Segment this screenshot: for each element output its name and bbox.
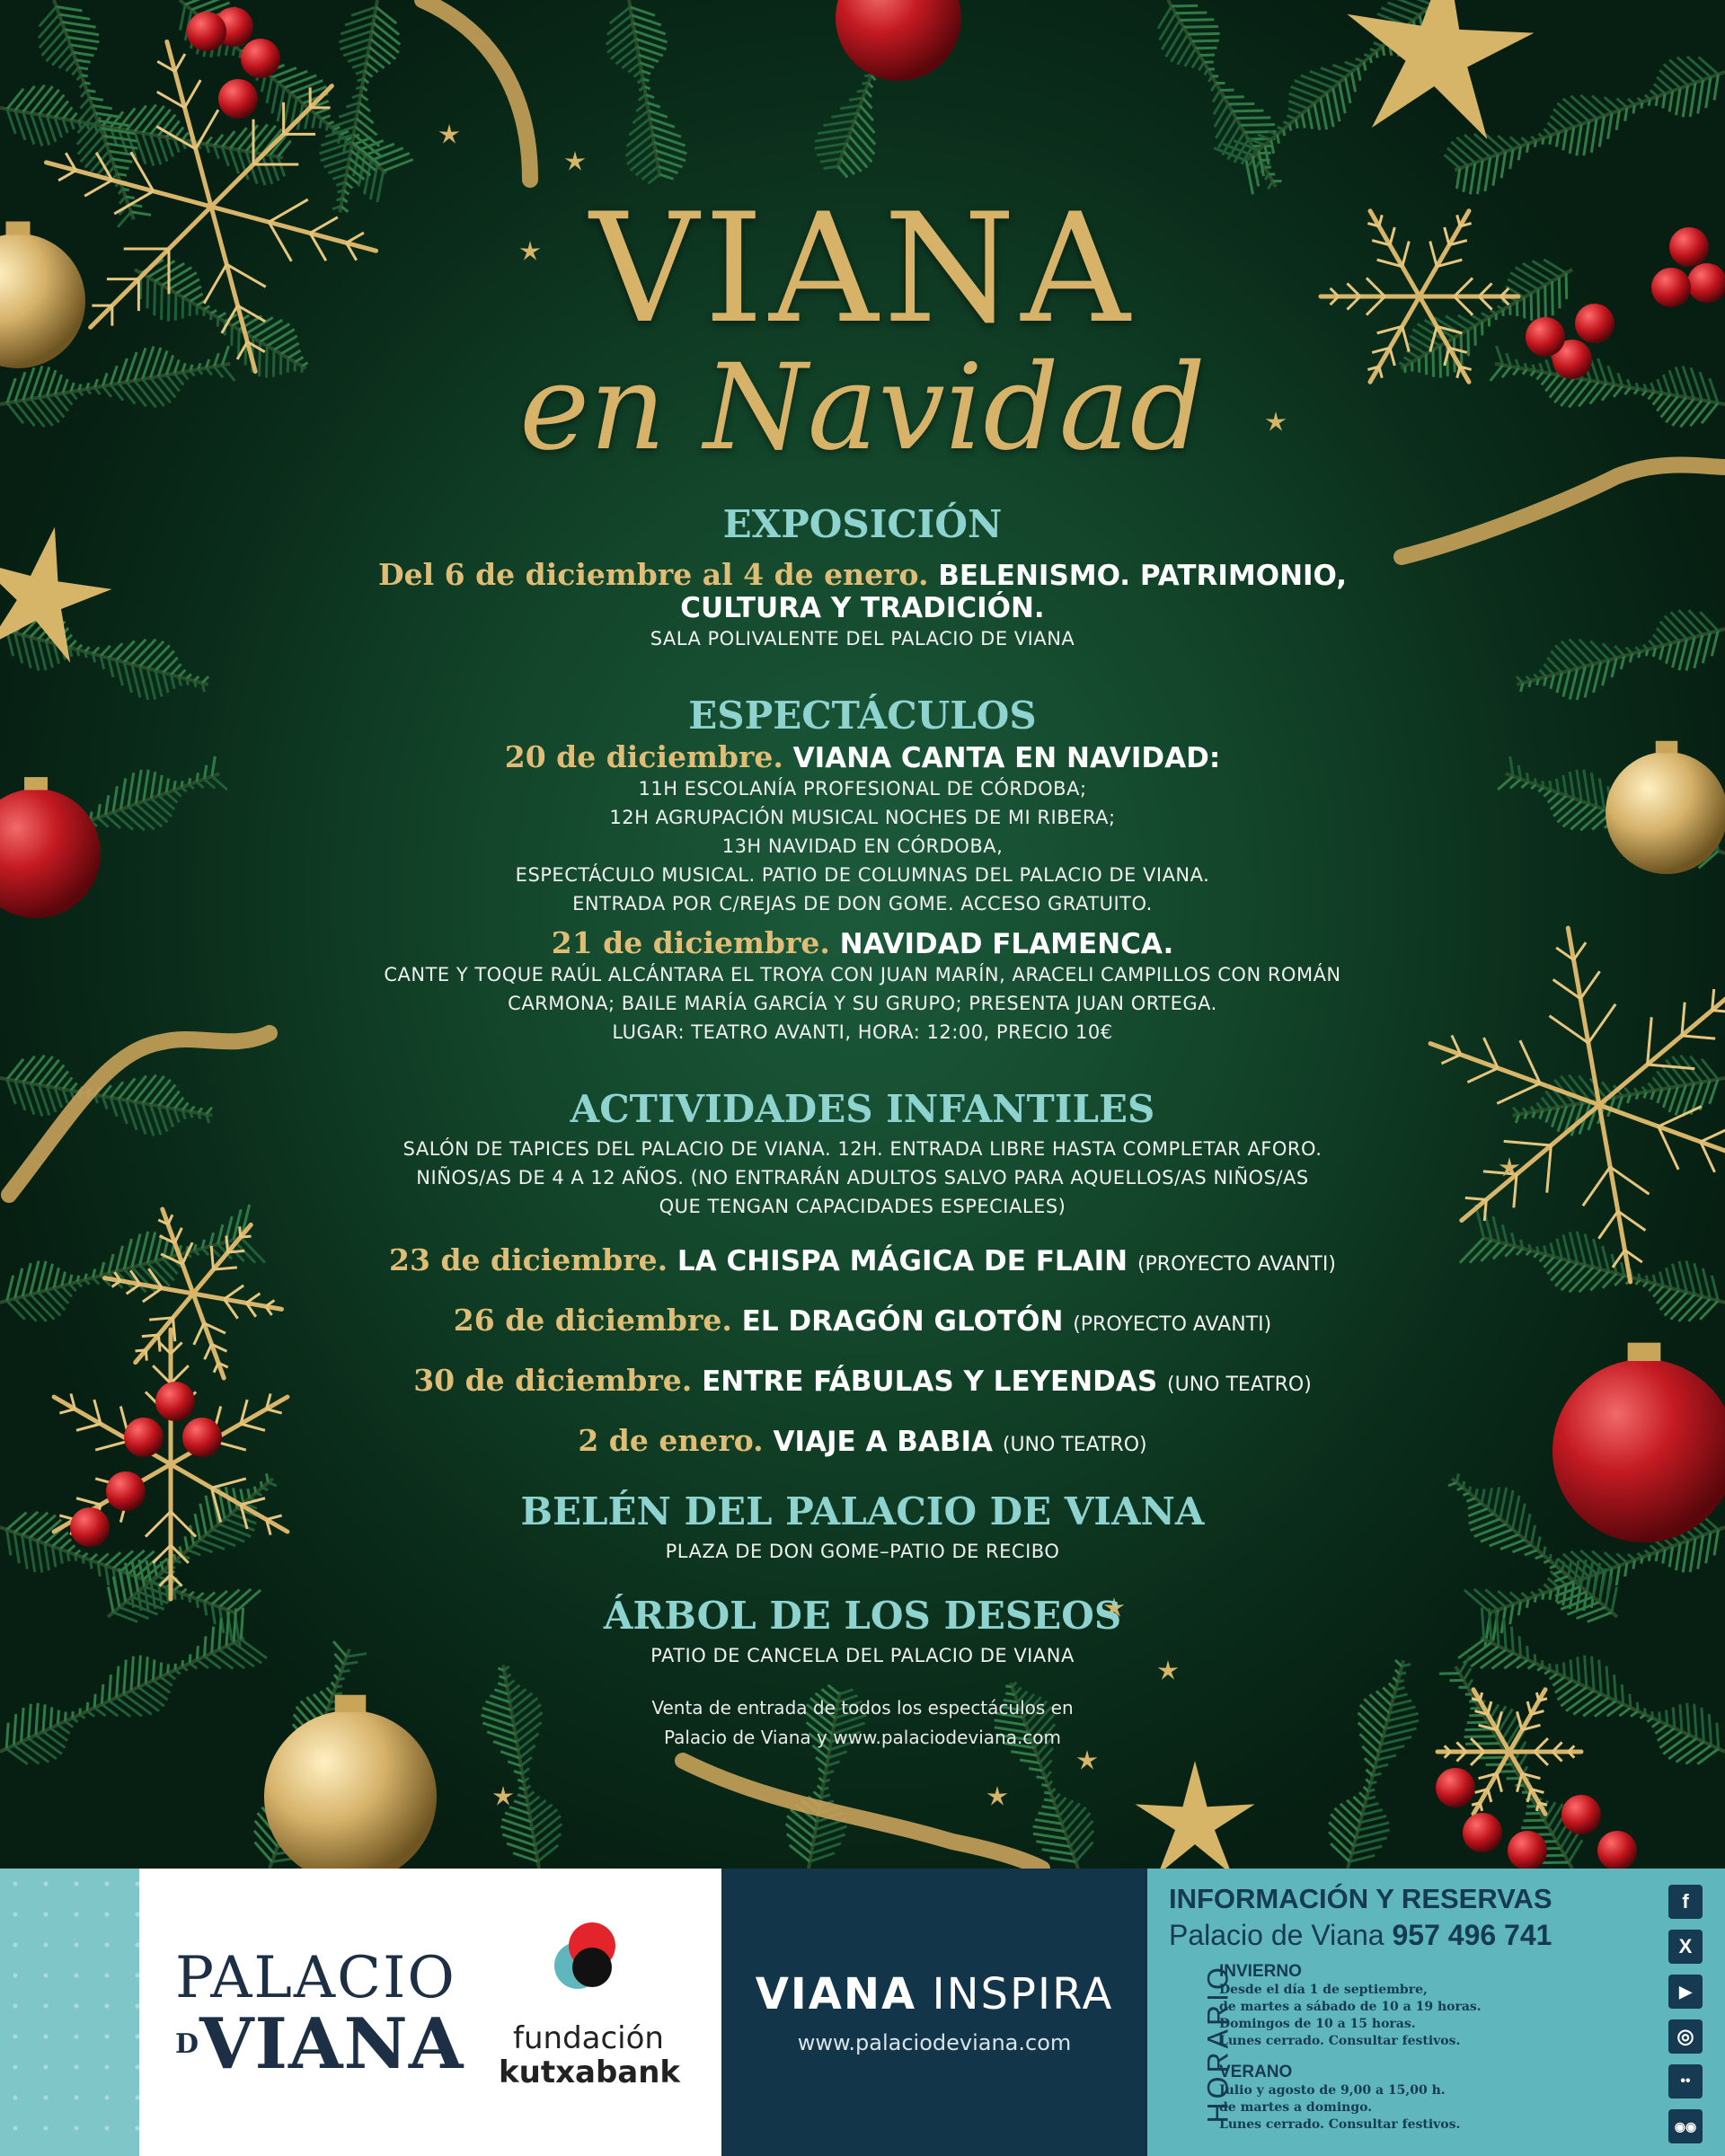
pine-branch (1440, 43, 1725, 200)
verano-line: de martes a domingo. (1219, 2100, 1373, 2115)
logo-d-text: D (175, 2028, 200, 2060)
footer-pattern (0, 1869, 139, 2156)
infantiles-heading: ACTIVIDADES INFANTILES (570, 1087, 1155, 1131)
holly-berry-icon (124, 1418, 164, 1457)
phone-label: Palacio de Viana (1169, 1919, 1384, 1951)
pine-branch (1460, 1205, 1725, 1332)
event-1-date: 20 de diciembre. (504, 739, 783, 774)
activity-note: (UNO TEATRO) (1167, 1374, 1312, 1396)
fundacion-text: fundación (513, 2020, 664, 2056)
sponsor-panel (139, 1869, 721, 2156)
exposicion-title-1: BELENISMO. PATRIMONIO, (938, 560, 1348, 592)
gold-bauble-icon (1606, 752, 1725, 874)
brand-light-text: INSPIRA (932, 1969, 1114, 2019)
tripadvisor-icon[interactable]: ◉◉ (1668, 2109, 1703, 2143)
gold-ribbon (422, 0, 530, 180)
activity-title: ENTRE FÁBULAS Y LEYENDAS (702, 1365, 1158, 1398)
star-icon (1135, 1761, 1254, 1869)
venta-note (323, 1693, 1402, 1753)
exposicion-date: Del 6 de diciembre al 4 de enero. (377, 557, 929, 592)
pine-branch (1508, 1048, 1725, 1145)
brand-panel (721, 1869, 1147, 2156)
red-bauble-icon (836, 0, 961, 81)
kutxabank-text: kutxabank (499, 2054, 681, 2090)
fundacion-kutxabank-logo-icon (540, 1913, 630, 2003)
exposicion-line (323, 559, 1402, 592)
infantiles-detail: QUE TENGAN CAPACIDADES ESPECIALES) (659, 1196, 1066, 1217)
activity-date: 2 de enero. (578, 1423, 764, 1458)
star-icon (1077, 1750, 1098, 1770)
espectaculos-heading: ESPECTÁCULOS (688, 694, 1037, 738)
venta-line-2: Palacio de Viana y www.palaciodeviana.com (663, 1727, 1062, 1748)
bauble-cap (24, 777, 48, 790)
activity-title: VIAJE A BABIA (773, 1426, 994, 1458)
holly-berry-icon (1597, 1831, 1637, 1869)
infantiles-detail: NIÑOS/AS DE 4 A 12 AÑOS. (NO ENTRARÁN ADULTOS SALVO PARA AQUELLOS/AS NIÑOS/AS (416, 1167, 1309, 1188)
red-bauble-icon (0, 789, 101, 918)
verano-heading: VERANO (1219, 2063, 1293, 2081)
pine-branch (599, 0, 691, 187)
holly-berry-icon (187, 12, 226, 51)
activity-title: EL DRAGÓN GLOTÓN (741, 1305, 1064, 1338)
event-1-detail: 13H NAVIDAD EN CÓRDOBA, (721, 835, 1004, 857)
snowflake-icon (90, 1193, 296, 1394)
star-icon (493, 1786, 514, 1806)
star-icon (1347, 0, 1534, 139)
venta-line-1: Venta de entrada de todos los espectáculos en (651, 1697, 1074, 1719)
holly-berry-icon (1436, 1768, 1475, 1807)
star-icon (565, 151, 586, 171)
event-1-line (323, 741, 1402, 774)
holly-berry-icon (182, 1418, 222, 1457)
program-section (323, 499, 1402, 1753)
horario-label: HORARIO (1201, 1964, 1234, 2124)
phone-number[interactable]: 957 496 741 (1392, 1919, 1552, 1951)
belen-location: PLAZA DE DON GOME–PATIO DE RECIBO (665, 1541, 1060, 1562)
arbol-heading: ÁRBOL DE LOS DESEOS (603, 1594, 1122, 1638)
holly-berry-icon (1508, 1831, 1547, 1869)
invierno-line: Domingos de 10 a 15 horas. (1219, 2017, 1416, 2031)
belen-heading: BELÉN DEL PALACIO DE VIANA (520, 1489, 1205, 1533)
activity-item (323, 1244, 1402, 1281)
holly-berry-icon (218, 79, 258, 119)
invierno-line: de martes a sábado de 10 a 19 horas. (1219, 2000, 1482, 2014)
brand-bold-text: VIANA (755, 1969, 917, 2019)
invierno-line: Desde el día 1 de septiembre, (1219, 1983, 1428, 1997)
info-panel (1147, 1869, 1725, 2156)
exposicion-location: SALA POLIVALENTE DEL PALACIO DE VIANA (650, 628, 1075, 649)
exposicion-title-2: CULTURA Y TRADICIÓN. (680, 592, 1045, 624)
activity-item (323, 1304, 1402, 1341)
facebook-icon[interactable]: f (1668, 1885, 1703, 1919)
fundacion-kutxabank-logo[interactable] (499, 2020, 681, 2090)
star-icon (439, 124, 460, 144)
flickr-icon[interactable]: •• (1668, 2064, 1703, 2099)
event-2-date: 21 de diciembre. (551, 925, 830, 960)
event-1-detail: 11H ESCOLANÍA PROFESIONAL DE CÓRDOBA; (638, 778, 1087, 800)
activity-date: 30 de diciembre. (413, 1363, 693, 1398)
activity-date: 23 de diciembre. (389, 1242, 668, 1277)
event-2-detail: CANTE Y TOQUE RAÚL ALCÁNTARA EL TROYA CON JUAN MARÍN, ARACELI CAMPILLOS CON ROMÁN (384, 964, 1341, 985)
event-1-detail: 12H AGRUPACIÓN MUSICAL NOCHES DE MI RIBERA; (609, 807, 1116, 828)
holly-berry-icon (241, 39, 280, 78)
gold-ribbon (1402, 465, 1725, 558)
holly-berry-icon (1561, 1795, 1601, 1834)
infantiles-detail: SALÓN DE TAPICES DEL PALACIO DE VIANA. 12H. ENTRADA LIBRE HASTA COMPLETAR AFORO. (402, 1138, 1322, 1160)
instagram-icon[interactable]: ◎ (1668, 2019, 1703, 2054)
activity-note: (UNO TEATRO) (1002, 1434, 1147, 1456)
event-1-detail: ESPECTÁCULO MUSICAL. PATIO DE COLUMNAS DEL PALACIO DE VIANA. (515, 864, 1210, 886)
pine-branch (1508, 599, 1725, 713)
palacio-de-viana-logo[interactable] (175, 1945, 481, 2085)
activity-title: LA CHISPA MÁGICA DE FLAIN (677, 1245, 1128, 1277)
holly-berry-icon (106, 1471, 146, 1511)
activity-date: 26 de diciembre. (453, 1303, 732, 1338)
holly-berry-icon (1463, 1813, 1502, 1852)
activity-item (323, 1365, 1402, 1401)
activity-note: (PROYECTO AVANTI) (1073, 1313, 1272, 1336)
pine-branch (0, 1605, 268, 1780)
holly-berry-icon (155, 1382, 195, 1421)
footer (0, 1869, 1725, 2156)
star-icon (987, 1786, 1008, 1806)
verano-schedule (1219, 2063, 1489, 2134)
event-2-line (323, 927, 1402, 960)
event-2-title: NAVIDAD FLAMENCA. (839, 928, 1174, 960)
holly-berry-icon (70, 1507, 110, 1547)
invierno-heading: INVIERNO (1219, 1962, 1302, 1981)
poster-title: VIANA (589, 181, 1136, 357)
gold-ribbon (683, 1761, 1042, 1869)
exposicion-heading: EXPOSICIÓN (722, 502, 1003, 546)
invierno-line: Lunes cerrado. Consultar festivos. (1219, 2034, 1461, 2048)
activity-item (323, 1425, 1402, 1462)
logo-viana-text: VIANA (199, 2003, 464, 2085)
bauble-cap (1656, 741, 1677, 754)
poster-subtitle: en Navidad (519, 339, 1206, 477)
logo-palacio-text: PALACIO (175, 1945, 456, 2011)
pine-branch (1142, 0, 1303, 202)
event-2-detail: LUGAR: TEATRO AVANTI, HORA: 12:00, PRECIO 10€ (612, 1021, 1113, 1043)
youtube-icon[interactable]: ▶ (1668, 1975, 1703, 2009)
verano-line: Julio y agosto de 9,00 a 15,00 h. (1219, 2083, 1446, 2098)
activity-note: (PROYECTO AVANTI) (1137, 1253, 1336, 1276)
event-1-detail: ENTRADA POR C/REJAS DE DON GOME. ACCESO GRATUITO. (572, 893, 1153, 915)
verano-line: Lunes cerrado. Consultar festivos. (1219, 2117, 1461, 2132)
x-icon[interactable]: X (1668, 1930, 1703, 1964)
red-bauble-icon (1552, 1359, 1725, 1542)
arbol-location: PATIO DE CANCELA DEL PALACIO DE VIANA (650, 1645, 1075, 1666)
info-heading: INFORMACIÓN Y RESERVAS (1169, 1883, 1552, 1914)
bauble-cap (1628, 1343, 1661, 1361)
event-1-title: VIANA CANTA EN NAVIDAD: (792, 742, 1221, 774)
viana-inspira-brand (721, 1969, 1147, 2019)
website-link[interactable]: www.palaciodeviana.com (797, 2030, 1072, 2055)
event-2-detail: CARMONA; BAILE MARÍA GARCÍA Y SU GRUPO; PRESENTA JUAN ORTEGA. (508, 993, 1217, 1014)
invierno-schedule (1219, 1962, 1489, 2050)
info-phone-line (1169, 1919, 1552, 1952)
